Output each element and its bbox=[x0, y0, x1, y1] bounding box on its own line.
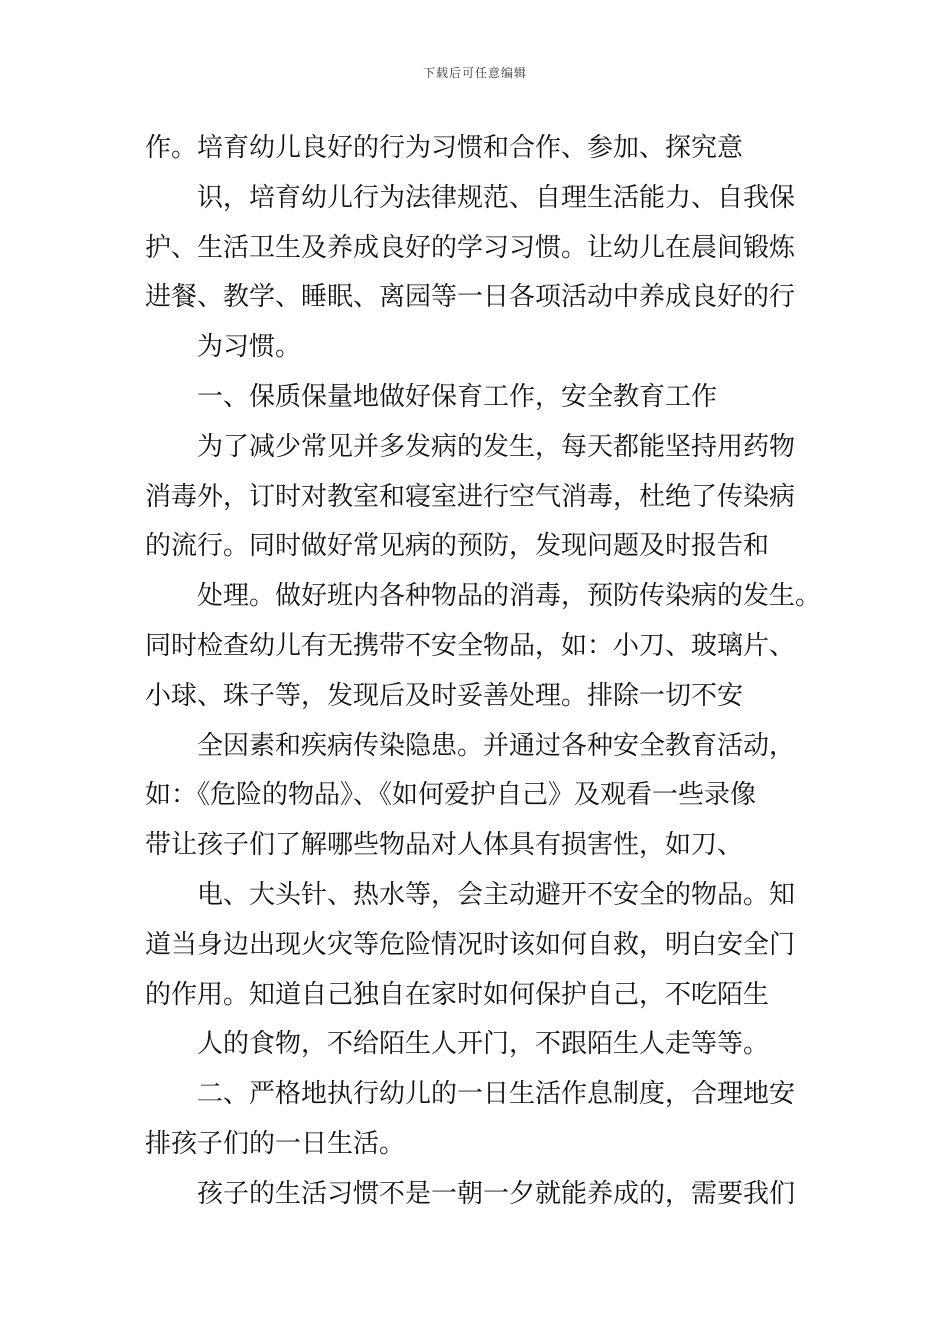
text-line: 识，培育幼儿行为法律规范、自理生活能力、自我保 bbox=[197, 182, 796, 213]
text-line: 的流行。同时做好常见病的预防，发现问题及时报告和 bbox=[145, 531, 770, 562]
text-line: 带让孩子们了解哪些物品对人体具有损害性，如刀、 bbox=[145, 830, 744, 861]
text-line: 全因素和疾病传染隐患。并通过各种安全教育活动， bbox=[197, 730, 796, 761]
text-line: 电、大头针、热水等，会主动避开不安全的物品。知 bbox=[197, 880, 796, 910]
text-line: 为习惯。 bbox=[197, 332, 302, 363]
section-heading: 二、严格地执行幼儿的一日生活作息制度，合理地安 bbox=[197, 1079, 796, 1110]
text-line: 的作用。知道自己独自在家时如何保护自己，不吃陌生 bbox=[145, 979, 770, 1010]
text-line: 排孩子们的一日生活。 bbox=[145, 1129, 406, 1159]
text-line: 进餐、教学、睡眠、离园等一日各项活动中养成良好的行 bbox=[145, 282, 796, 313]
section-heading: 一、保质保量地做好保育工作，安全教育工作 bbox=[197, 382, 718, 412]
text-line: 小球、珠子等，发现后及时妥善处理。排除一切不安 bbox=[145, 680, 744, 711]
page-header: 下载后可任意编辑 bbox=[422, 66, 527, 80]
text-line: 同时检查幼儿有无携带不安全物品，如：小刀、玻璃片、 bbox=[145, 631, 796, 661]
text-line: 作。培育幼儿良好的行为习惯和合作、参加、探究意 bbox=[145, 133, 744, 163]
text-line: 消毒外，订时对教室和寝室进行空气消毒，杜绝了传染病 bbox=[145, 481, 796, 512]
text-line: 为了减少常见并多发病的发生，每天都能坚持用药物 bbox=[197, 431, 796, 462]
text-line: 人的食物，不给陌生人开门，不跟陌生人走等等。 bbox=[197, 1029, 770, 1060]
text-line: 如：《危险的物品》、《如何爱护自己》及观看一些录像 bbox=[145, 780, 757, 811]
text-line: 道当身边出现火灾等危险情况时该如何自救，明白安全门 bbox=[145, 929, 796, 960]
text-line: 护、生活卫生及养成良好的学习习惯。让幼儿在晨间锻炼 bbox=[145, 232, 796, 263]
text-line: 处理。做好班内各种物品的消毒，预防传染病的发生。 bbox=[197, 581, 822, 612]
text-line: 孩子的生活习惯不是一朝一夕就能养成的，需要我们 bbox=[197, 1178, 796, 1209]
